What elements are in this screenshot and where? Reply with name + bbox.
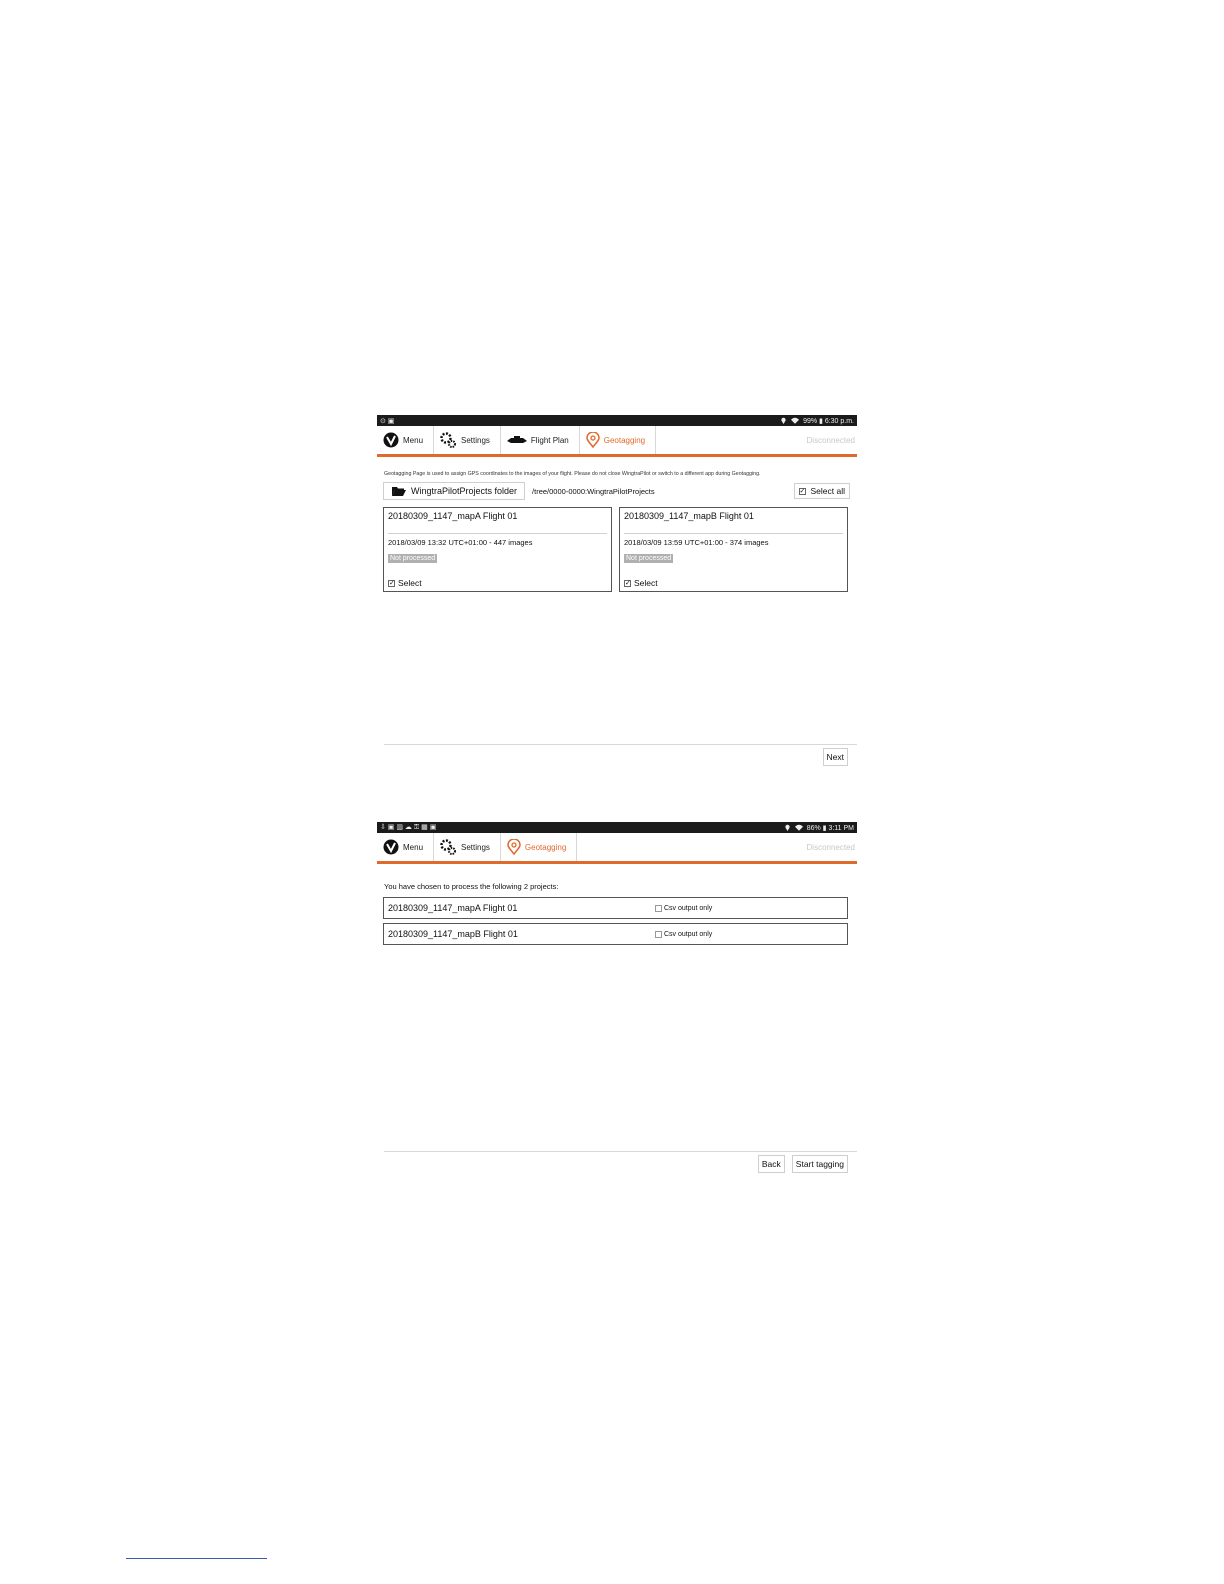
footnote-rule [126, 1558, 267, 1559]
location-pin-icon [586, 432, 600, 448]
csv-only-checkbox[interactable] [655, 905, 712, 912]
next-button[interactable]: Next [823, 748, 848, 766]
select-label: Select [398, 578, 422, 588]
location-pin-icon [507, 839, 521, 855]
project-card[interactable] [383, 507, 612, 592]
nav-menu-label: Menu [403, 435, 424, 445]
status-badge: Not processed [390, 555, 436, 562]
nav-flight-plan[interactable] [501, 426, 580, 454]
project-select-checkbox[interactable] [624, 578, 658, 588]
project-meta: 2018/03/09 13:32 UTC+01:00 - 447 images [388, 538, 533, 547]
gears-icon [440, 839, 457, 855]
status-icons: ⊙ ▣ [380, 417, 395, 425]
location-icon [780, 417, 787, 424]
nav-settings[interactable] [434, 426, 501, 454]
wingtra-logo-icon [383, 839, 399, 855]
csv-check [655, 905, 662, 912]
geotagging-confirm-screen [377, 822, 857, 1177]
top-nav [377, 833, 857, 864]
choose-folder-label: WingtraPilotProjects folder [411, 486, 518, 496]
project-row [383, 923, 848, 945]
wifi-icon [795, 824, 803, 831]
status-bar [377, 822, 857, 833]
drone-icon [507, 435, 527, 445]
project-row [383, 897, 848, 919]
select-all-checkbox[interactable] [794, 483, 851, 499]
project-name: 20180309_1147_mapB Flight 01 [388, 929, 518, 939]
folder-row [383, 482, 850, 500]
divider [388, 533, 607, 534]
project-name: 20180309_1147_mapA Flight 01 [388, 903, 518, 913]
csv-label: Csv output only [664, 904, 713, 912]
csv-check [655, 931, 662, 938]
select-all-check: ✓ [799, 487, 806, 495]
connection-status: Disconnected [806, 842, 855, 852]
csv-only-checkbox[interactable] [655, 931, 712, 938]
project-cards [383, 507, 848, 592]
connection-status: Disconnected [806, 435, 855, 445]
divider [624, 533, 843, 534]
choose-folder-button[interactable] [383, 482, 525, 500]
folder-path: /tree/0000-0000:WingtraPilotProjects [532, 486, 655, 496]
nav-menu[interactable] [377, 426, 434, 454]
footer-divider [384, 744, 857, 745]
back-button[interactable]: Back [758, 1155, 785, 1173]
nav-settings[interactable] [434, 833, 501, 861]
nav-geotagging[interactable] [580, 426, 656, 454]
nav-flight-plan-label: Flight Plan [530, 435, 569, 445]
status-right: 99% ▮ 6:30 p.m. [803, 417, 854, 425]
project-card[interactable] [619, 507, 848, 592]
project-title: 20180309_1147_mapB Flight 01 [624, 511, 754, 521]
select-label: Select [634, 578, 658, 588]
project-meta: 2018/03/09 13:59 UTC+01:00 - 374 images [624, 538, 769, 547]
status-bar [377, 415, 857, 426]
project-select-checkbox[interactable] [388, 578, 422, 588]
nav-geotagging[interactable] [501, 833, 577, 861]
select-check: ✓ [389, 579, 395, 587]
select-all-label: Select all [810, 486, 845, 496]
nav-geotagging-label: Geotagging [524, 842, 567, 852]
top-nav [377, 426, 857, 457]
nav-settings-label: Settings [461, 435, 490, 445]
nav-menu-label: Menu [403, 842, 424, 852]
nav-settings-label: Settings [461, 842, 490, 852]
status-icons: ⇩ ▣ ▥ ☁ ⚿ ▦ ▣ [380, 824, 437, 831]
process-intro: You have chosen to process the following 2 projects: [384, 882, 559, 891]
status-right: 86% ▮ 3:11 PM [806, 824, 854, 832]
start-tagging-button[interactable]: Start tagging [792, 1155, 848, 1173]
folder-open-icon [392, 486, 406, 496]
nav-menu[interactable] [377, 833, 434, 861]
geotagging-select-screen [377, 415, 857, 770]
wingtra-logo-icon [383, 432, 399, 448]
wifi-icon [791, 417, 799, 424]
footer-divider [384, 1151, 857, 1152]
footer-actions [823, 748, 848, 766]
gears-icon [440, 432, 457, 448]
nav-geotagging-label: Geotagging [603, 435, 646, 445]
status-badge: Not processed [626, 555, 672, 562]
footer-actions [758, 1155, 848, 1173]
location-icon [784, 824, 791, 831]
select-check: ✓ [625, 579, 631, 587]
geotagging-hint: Geotagging Page is used to assign GPS coordinates to the images of your flight. Please do not close WingtraPilot or switch to a different app during Geotagging. [384, 471, 761, 477]
csv-label: Csv output only [664, 930, 713, 938]
project-title: 20180309_1147_mapA Flight 01 [388, 511, 518, 521]
